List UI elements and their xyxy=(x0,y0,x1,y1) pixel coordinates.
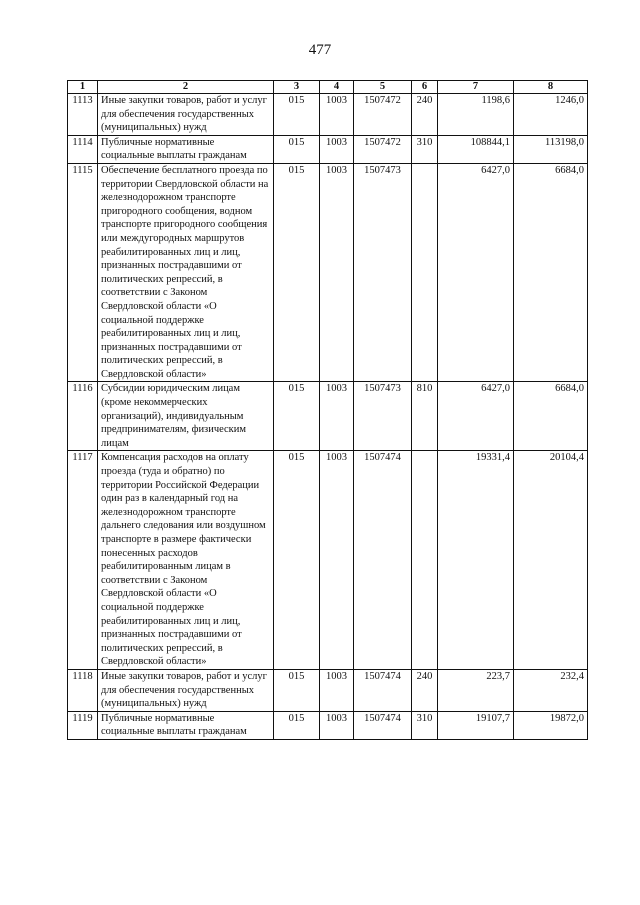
header-cell: 1 xyxy=(68,81,98,94)
expense-type-code xyxy=(412,451,438,670)
table-row xyxy=(68,711,588,739)
budget-table xyxy=(67,80,588,740)
expense-type-code: 310 xyxy=(412,135,438,163)
expense-name: Компенсация расходов на оплату проезда (туда и обратно) по территории Российской Федерации один раз в календарный год на железнодорожном транспорте дальнего следования или воздушном транспорте в размере фактически понесенных расходов реабилитированным лицам в соответствии с Законом Свердловской области «О социальной поддержке реабилитированных лиц и лиц, признанных пострадавшими от политических репрессий, в Свердловской области» xyxy=(98,451,274,670)
amount-year-1: 19107,7 xyxy=(438,711,514,739)
amount-year-1: 6427,0 xyxy=(438,382,514,451)
table-row xyxy=(68,451,588,670)
row-number: 1114 xyxy=(68,135,98,163)
ministry-code: 015 xyxy=(274,669,320,711)
amount-year-1: 6427,0 xyxy=(438,163,514,382)
row-number: 1116 xyxy=(68,382,98,451)
section-code: 1003 xyxy=(320,163,354,382)
amount-year-2: 20104,4 xyxy=(514,451,588,670)
expense-name: Публичные нормативные социальные выплаты гражданам xyxy=(98,711,274,739)
amount-year-2: 6684,0 xyxy=(514,382,588,451)
section-code: 1003 xyxy=(320,382,354,451)
amount-year-1: 19331,4 xyxy=(438,451,514,670)
amount-year-1: 1198,6 xyxy=(438,94,514,136)
section-code: 1003 xyxy=(320,94,354,136)
expense-type-code: 240 xyxy=(412,94,438,136)
row-number: 1118 xyxy=(68,669,98,711)
expense-type-code: 310 xyxy=(412,711,438,739)
header-cell: 2 xyxy=(98,81,274,94)
header-cell: 7 xyxy=(438,81,514,94)
expense-type-code: 810 xyxy=(412,382,438,451)
table-row xyxy=(68,669,588,711)
ministry-code: 015 xyxy=(274,135,320,163)
ministry-code: 015 xyxy=(274,711,320,739)
row-number: 1117 xyxy=(68,451,98,670)
header-cell: 3 xyxy=(274,81,320,94)
header-cell: 8 xyxy=(514,81,588,94)
section-code: 1003 xyxy=(320,135,354,163)
amount-year-2: 113198,0 xyxy=(514,135,588,163)
ministry-code: 015 xyxy=(274,382,320,451)
target-article-code: 1507472 xyxy=(354,94,412,136)
section-code: 1003 xyxy=(320,669,354,711)
header-cell: 5 xyxy=(354,81,412,94)
ministry-code: 015 xyxy=(274,163,320,382)
amount-year-2: 232,4 xyxy=(514,669,588,711)
header-cell: 4 xyxy=(320,81,354,94)
header-row xyxy=(68,81,588,94)
expense-name: Иные закупки товаров, работ и услуг для обеспечения государственных (муниципальных) нужд xyxy=(98,669,274,711)
target-article-code: 1507473 xyxy=(354,382,412,451)
expense-type-code: 240 xyxy=(412,669,438,711)
amount-year-2: 1246,0 xyxy=(514,94,588,136)
expense-name: Субсидии юридическим лицам (кроме некоммерческих организаций), индивидуальным предпринимателям, физическим лицам xyxy=(98,382,274,451)
expense-name: Иные закупки товаров, работ и услуг для обеспечения государственных (муниципальных) нужд xyxy=(98,94,274,136)
page-number: 477 xyxy=(308,42,332,58)
target-article-code: 1507473 xyxy=(354,163,412,382)
expense-name: Обеспечение бесплатного проезда по территории Свердловской области на железнодорожном транспорте пригородного сообщения, водном транспорте пригородного сообщения или междугородных маршрутов реабилитированных лиц и лиц, признанных пострадавшими от политических репрессий, в соответствии с Законом Свердловской области «О социальной поддержке реабилитированных лиц и лиц, признанных пострадавшими от политических репрессий, в Свердловской области» xyxy=(98,163,274,382)
section-code: 1003 xyxy=(320,451,354,670)
table-row xyxy=(68,135,588,163)
amount-year-1: 223,7 xyxy=(438,669,514,711)
amount-year-2: 19872,0 xyxy=(514,711,588,739)
row-number: 1119 xyxy=(68,711,98,739)
target-article-code: 1507472 xyxy=(354,135,412,163)
table-row xyxy=(68,163,588,382)
row-number: 1115 xyxy=(68,163,98,382)
expense-name: Публичные нормативные социальные выплаты гражданам xyxy=(98,135,274,163)
section-code: 1003 xyxy=(320,711,354,739)
table-row xyxy=(68,94,588,136)
ministry-code: 015 xyxy=(274,94,320,136)
row-number: 1113 xyxy=(68,94,98,136)
target-article-code: 1507474 xyxy=(354,711,412,739)
target-article-code: 1507474 xyxy=(354,669,412,711)
target-article-code: 1507474 xyxy=(354,451,412,670)
expense-type-code xyxy=(412,163,438,382)
ministry-code: 015 xyxy=(274,451,320,670)
header-cell: 6 xyxy=(412,81,438,94)
amount-year-2: 6684,0 xyxy=(514,163,588,382)
amount-year-1: 108844,1 xyxy=(438,135,514,163)
table-row xyxy=(68,382,588,451)
